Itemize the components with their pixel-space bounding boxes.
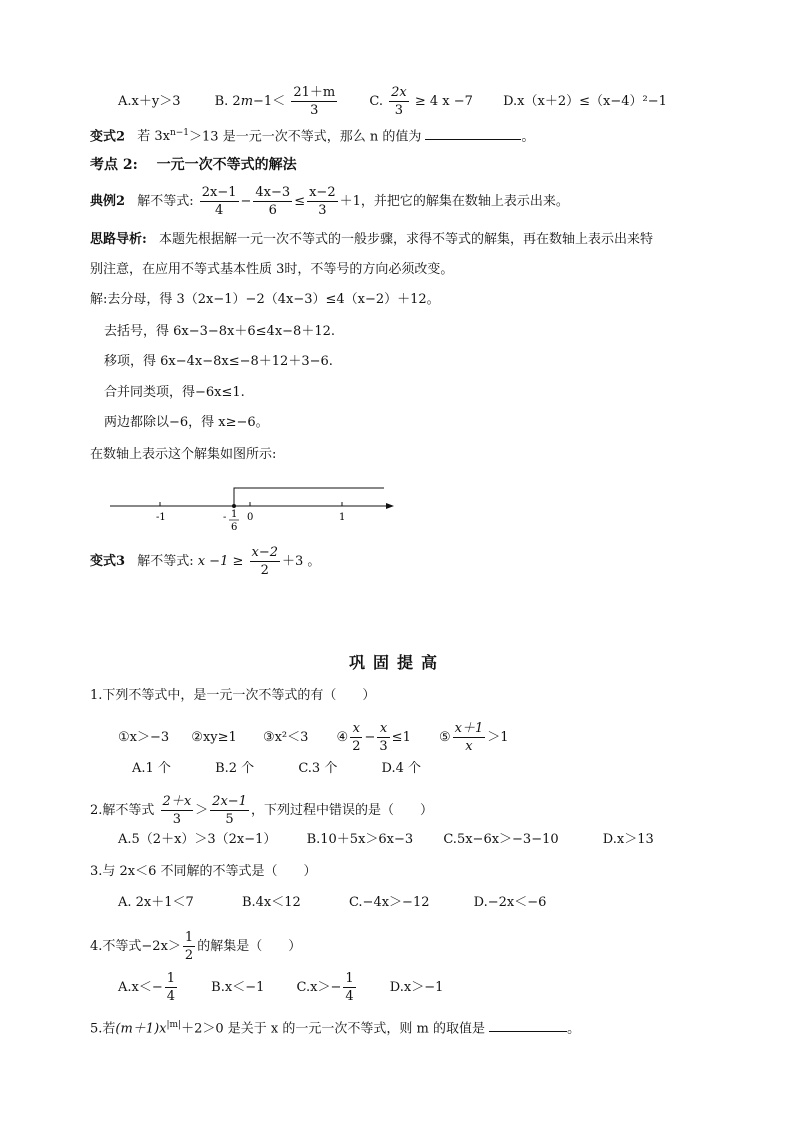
solution-step4: 合并同类项，得−6x≤1.	[104, 385, 245, 400]
q3-choices: A. 2x＋1＜7 B.4x＜12 C.−4x＞−12 D.−2x＜−6	[118, 895, 547, 910]
tick-label: 1	[339, 512, 346, 523]
variant3-line: 变式3 解不等式: x −1 ≥ $\frac{x-2}{2}$ ＋3 。	[90, 545, 321, 578]
option-c: C. $\frac{2x}{3}$ ≥ 4 x −7	[369, 85, 473, 118]
fraction: $\frac{x}{3}$	[379, 721, 388, 754]
analysis-line2: 别注意，在应用不等式基本性质 3时，不等号的方向必须改变。	[90, 262, 454, 277]
fraction: $\frac{x+1}{x}$	[454, 721, 484, 754]
fraction: $\frac{4x-3}{6}$	[255, 185, 291, 218]
variant3-label: 变式3	[90, 554, 126, 569]
q1-choices: A.1 个 B.2 个 C.3 个 D.4 个	[132, 761, 421, 776]
solution-ray	[234, 488, 384, 506]
fraction: $\frac{x}{2}$	[352, 721, 361, 754]
example2-label: 典例2	[90, 194, 126, 209]
option-d: D.x（x＋2）≤（x−4）²−1	[503, 94, 667, 109]
fraction: $\frac{2x}{3}$	[391, 85, 407, 118]
frac-den: 6	[231, 522, 238, 533]
fraction: $\frac{2x-1}{5}$	[212, 794, 247, 827]
section-title: 巩固提高	[348, 653, 445, 672]
point2-heading: 考点 2: 一元一次不等式的解法	[90, 157, 297, 173]
solution-step3: 移项，得 6x−4x−8x≤−8＋12＋3−6.	[104, 354, 333, 369]
tick-label: 0	[247, 512, 254, 523]
axis-arrow	[386, 503, 394, 509]
answer-blank[interactable]	[489, 1017, 567, 1032]
solution-step1: 解:去分母，得 3（2x−1）−2（4x−3）≤4（x−2）＋12。	[90, 292, 440, 307]
solution-step2: 去括号，得 6x−3−8x＋6≤4x−8＋12.	[104, 324, 335, 339]
example2-line: 典例2 解不等式: $\frac{2x-1}{4}$ − $\frac{4x-3}{6}$ ≤ $\frac{x-2}{3}$ ＋1，并把它的解集在数轴上表示出来。	[90, 185, 569, 218]
fraction: $\frac{2+x}{3}$	[162, 794, 192, 827]
fraction: $\frac{x-2}{2}$	[251, 545, 279, 578]
q3-stem: 3.与 2x＜6 不同解的不等式是（ ）	[90, 864, 317, 879]
solution-point	[232, 504, 236, 508]
fraction: $\frac{1}{2}$	[184, 930, 194, 963]
answer-blank[interactable]	[425, 125, 521, 140]
frac-num: 1	[231, 509, 238, 520]
variant2-label: 变式2	[90, 129, 126, 145]
option-a: A.x＋y＞3	[118, 94, 181, 109]
fraction: $\frac{1}{4}$	[166, 971, 176, 1004]
top-options-row	[118, 84, 667, 119]
fraction: $\frac{21+m}{3}$	[293, 85, 336, 118]
q1-options: ①x＞−3 ②xy≥1 ③x²＜3 ④ $\frac{x}{2}$ − $\frac{x}{3}$ ≤1 ⑤ $\frac{x+1}{x}$ ＞1	[118, 721, 509, 754]
q4-choices: A.x＜− $\frac{1}{4}$ B.x＜−1 C.x＞− $\frac{1}{4}$ D.x＞−1	[118, 971, 444, 1004]
q2-stem: 2.解不等式 $\frac{2+x}{3}$ ＞ $\frac{2x-1}{5}$ ，下列过程中错误的是（ ）	[90, 794, 433, 827]
q2-choices: A.5（2＋x）＞3（2x−1） B.10＋5x＞6x−3 C.5x−6x＞−3−10 D.x＞13	[118, 832, 654, 847]
q4-stem: 4.不等式−2x＞ $\frac{1}{2}$ 的解集是（ ）	[90, 930, 302, 963]
fraction: $\frac{1}{4}$	[345, 971, 354, 1004]
q1-stem: 1.下列不等式中，是一元一次不等式的有（ ）	[90, 688, 376, 703]
solution-step5: 两边都除以−6，得 x≥−6。	[104, 415, 269, 430]
variant2-line: 变式2 若 $3x^{n-1}>13$ 是一元一次不等式，那么 n 的值为 。	[90, 124, 534, 146]
fraction: $\frac{x-2}{3}$	[309, 185, 336, 218]
fraction: $\frac{2x-1}{4}$	[201, 185, 237, 218]
option-b: B. 2m−1＜ $\frac{21+m}{3}$	[214, 85, 336, 118]
analysis-line1: 思路导析: 本题先根据解一元一次不等式的一般步骤，求得不等式的解集，再在数轴上表示出来特	[90, 232, 653, 247]
solution-step6: 在数轴上表示这个解集如图所示:	[90, 447, 277, 462]
q5-line: 5.若$(m+1)x^{|m|}+2>0$ 是关于 x 的一元一次不等式，则 m 的取值是 。	[90, 1016, 580, 1038]
tick-label: -1	[156, 512, 166, 523]
tick-label: -	[223, 512, 227, 523]
number-line	[106, 484, 396, 534]
analysis-label: 思路导析:	[90, 232, 147, 247]
